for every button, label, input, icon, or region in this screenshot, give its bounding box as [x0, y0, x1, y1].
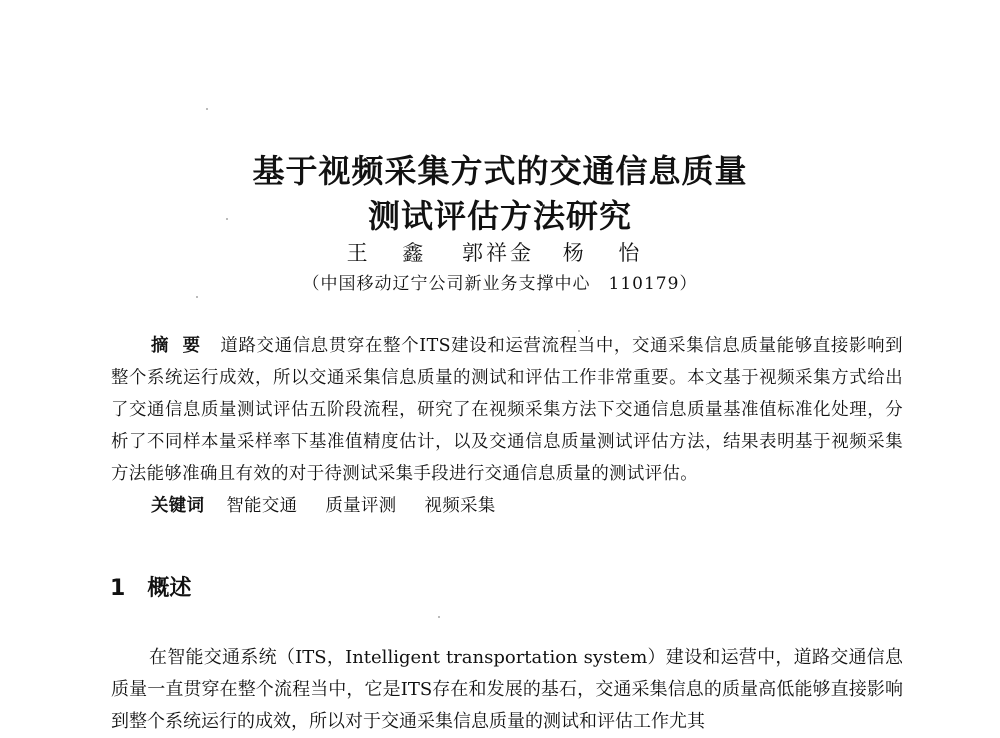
abstract-heading: 摘要 [151, 336, 215, 356]
keyword: 视频采集 [424, 496, 496, 516]
scan-speck [196, 296, 198, 298]
scan-speck [226, 218, 228, 220]
scan-speck [206, 108, 208, 110]
author-list [0, 243, 1000, 264]
body-text-block [111, 642, 903, 738]
author-affiliation: （中国移动辽宁公司新业务支撑中心 110179） [302, 274, 698, 294]
author-name: 王 鑫 [346, 241, 438, 265]
keywords-heading: 关键词 [151, 496, 205, 516]
paper-title-line-1: 基于视频采集方式的交通信息质量 [252, 152, 748, 190]
section-title: 概述 [147, 576, 192, 601]
abstract-text: 道路交通信息贯穿在整个ITS建设和运营流程当中，交通采集信息质量能够直接影响到整个系统运行成效，所以交通采集信息质量的测试和评估工作非常重要。本文基于视频采集方式给出了交通信息质量测试评估五阶段流程，研究了在视频采集方法下交通信息质量基准值标准化处理，分析了不同样本量采样率下基准值精度估计，以及交通信息质量测试评估方法，结果表明基于视频采集方法能够准确且有效的对于待测试采集手段进行交通信息质量的测试评估。 [111, 336, 903, 484]
scan-speck [438, 616, 440, 618]
author-name: 郭祥金 [462, 241, 534, 265]
author-name: 杨 怡 [562, 241, 654, 265]
keywords-line [111, 490, 903, 522]
keyword: 质量评测 [325, 496, 397, 516]
abstract-block [111, 330, 903, 522]
body-paragraph: 在智能交通系统（ITS，Intelligent transportation system）建设和运营中，道路交通信息质量一直贯穿在整个流程当中，它是ITS存在和发展的基石，交通采集信息的质量高低能够直接影响到整个系统运行的成效，所以对于交通采集信息质量的测试和评估工作尤其 [111, 647, 903, 732]
abstract-paragraph [111, 330, 903, 490]
paper-title-line-2: 测试评估方法研究 [367, 197, 632, 235]
section-number: 1 [110, 576, 126, 601]
section-heading [110, 578, 191, 600]
keyword: 智能交通 [226, 496, 298, 516]
scan-speck [578, 330, 580, 332]
